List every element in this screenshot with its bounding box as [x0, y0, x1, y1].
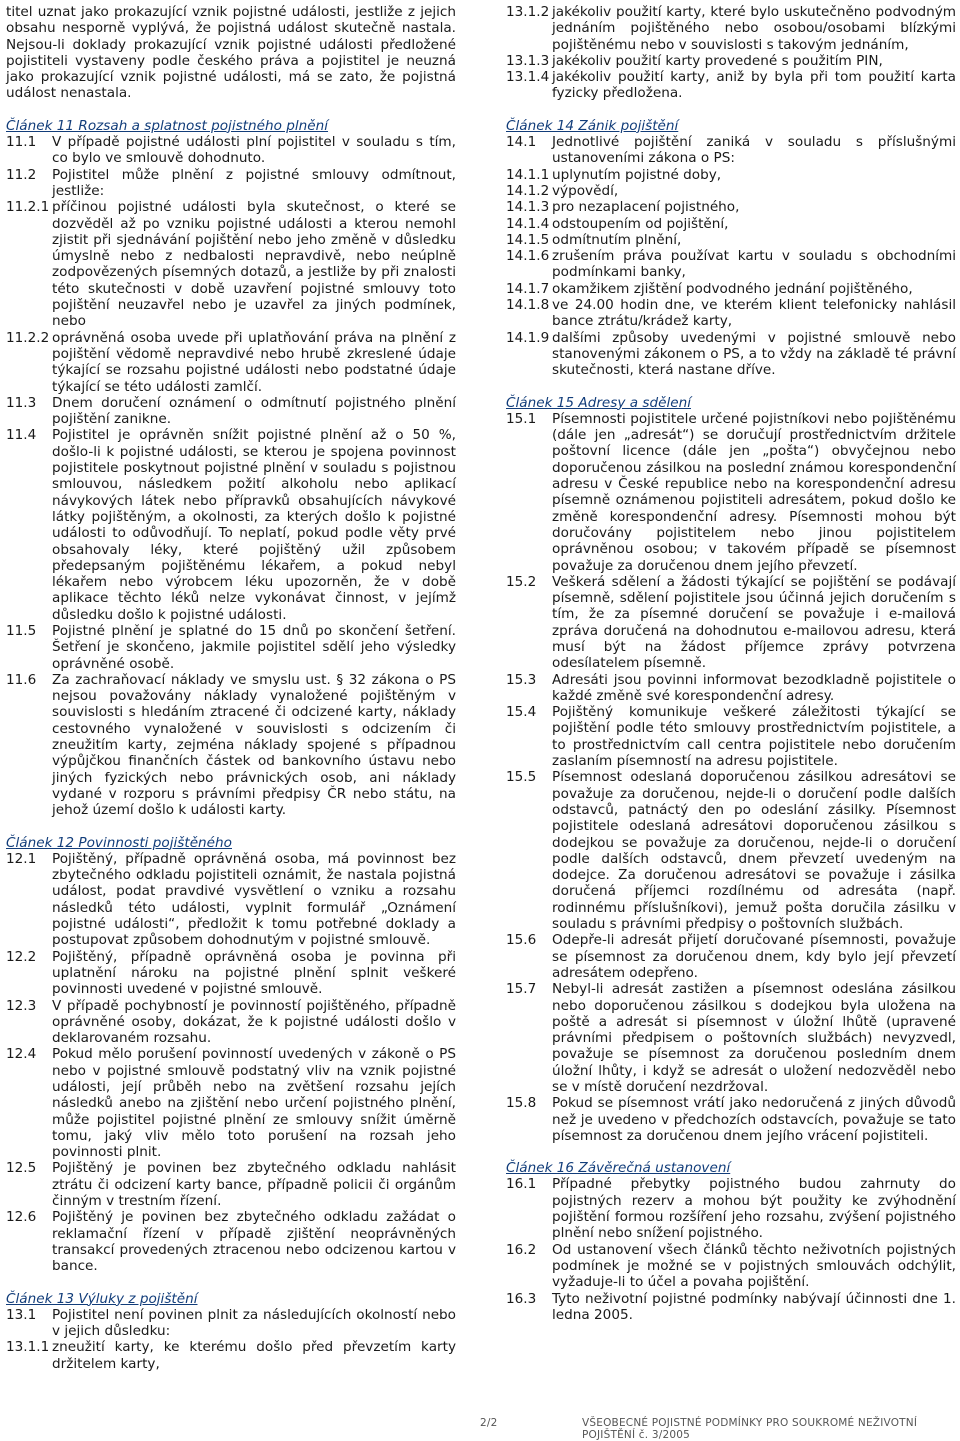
clause-number: 15.6	[506, 932, 537, 949]
clause-text: odmítnutím plnění,	[552, 231, 682, 248]
clause-item	[506, 1176, 956, 1241]
spacer	[506, 102, 956, 118]
clause-number: 11.4	[6, 427, 37, 444]
clause-number: 12.4	[6, 1046, 37, 1063]
clause-item	[6, 395, 456, 428]
clause-item	[506, 1291, 956, 1324]
article-13-continued-list	[506, 4, 956, 102]
right-column	[506, 4, 956, 1323]
clause-text: jakékoliv použití karty, aniž by byla při tom použití karta fyzicky předložena.	[552, 69, 956, 102]
clause-text: ve 24.00 hodin dne, ve kterém klient telefonicky nahlásil bance ztrátu/krádež karty,	[552, 297, 956, 330]
article-16-heading: Článek 16 Závěrečná ustanovení	[506, 1160, 731, 1177]
clause-text: Pokud mělo porušení povinností uvedených v zákoně o PS nebo v pojistné smlouvě podstatný vliv na vznik pojistné události, její průběh nebo na zvětšení rozsahu jejích následků anebo na zjištění nebo určení pojistného plnění, může pojistitel pojistné plnění ze smlouvy snížit úměrně tomu, jaký vliv mělo toto porušení na rozsah jeho povinnosti plnit.	[52, 1046, 456, 1161]
clause-text: Pojistitel není povinen plnit za následujících okolností nebo v jejich důsledku:	[52, 1306, 456, 1340]
clause-item	[6, 1209, 456, 1274]
clause-number: 15.4	[506, 704, 537, 721]
clause-item	[6, 998, 456, 1047]
clause-text: Písemnost odeslaná doporučenou zásilkou adresátovi se považuje za doručenou, nejde-li o doručení podle dalších odstavců, patnáctý den po odeslání zásilky. Písemnost pojistitele odeslaná adresátovi doporučenou zásilkou s dodejkou se považuje za doručenou, nejde-li o doručení podle dalších odstavců, dnem převzetí uvedeným na dodejce. Za doručenou adresátovi se považuje i zásilka doručená příjemci rozdílnému od adresáta (např. rodinnému příslušníkovi), jemuž pošta doručila zásilku v souladu s právními předpisy o poštovních službách.	[552, 769, 956, 933]
article-16-list	[506, 1176, 956, 1323]
clause-item	[6, 1307, 456, 1340]
clause-item	[6, 330, 456, 395]
clause-text: jakékoliv použití karty provedené s použitím PIN,	[552, 52, 883, 69]
clause-item	[506, 4, 956, 53]
article-11-heading: Článek 11 Rozsah a splatnost pojistného plnění	[6, 117, 329, 134]
clause-text: Písemnosti pojistitele určené pojistníkovi nebo pojištěnému (dále jen „adresát“) se doručují prostřednictvím držitele poštovní licence (dále jen „pošta“) obvyčejnou nebo doporučenou zásilkou na poslední známou korespondenční adresu v České republice nebo na korespondenční adresu písemně oznámenou pojistiteli adresátem, pokud došlo ke změně korespondenční adresy. Písemnosti mohou být doručovány pojistitelem nebo jinou pojistitelem oprávněnou osobou; v takovém případě se písemnost považuje za doručenou dnem jejího převzetí.	[552, 410, 956, 574]
spacer	[506, 1144, 956, 1160]
clause-number: 11.3	[6, 394, 37, 411]
clause-text: Adresáti jsou povinni informovat bezodkladně pojistitele o každé změně své korespondenční adresy.	[552, 671, 956, 704]
clause-number: 12.2	[6, 948, 37, 965]
clause-item	[506, 672, 956, 705]
clause-text: zrušením práva používat kartu v souladu s obchodními podmínkami banky,	[552, 248, 956, 281]
clause-text: Pojištěný komunikuje veškeré záležitosti týkající se pojištění podle této smlouvy prostřednictvím pojistitele, a to prostřednictvím call centra pojistitele nebo doručením zaslaním písemností na adresu pojistitele.	[552, 704, 956, 770]
clause-text: Pojistitel je oprávněn snížit pojistné plnění až o 50 %, došlo-li k pojistné události, se kterou je spojena povinnost pojistitele poskytnout pojistné plnění v souladu s pojistnou smlouvou, následkem požití alkoholu nebo aplikací návykových látek nebo přípravků obsahujících návykové látky pojištěným, a okolnosti, za kterých došlo k pojistné události to odůvodňují. To neplatí, pokud podle věty prvé obsahovaly léky, které pojištěný užil způsobem předepsaným pojištěnému lékařem, a pokud nebyl lékařem nebo výrobcem léku upozorněn, že v době aplikace těchto léků nelze vykonávat činnost, v jejímž důsledku došlo k pojistné události.	[52, 427, 456, 623]
clause-number: 13.1.2	[506, 4, 550, 20]
clause-text: odstoupením od pojištění,	[552, 215, 729, 232]
clause-item	[506, 232, 956, 248]
clause-number: 11.1	[6, 134, 37, 151]
clause-item	[506, 297, 956, 330]
clause-text: dalšími způsoby uvedenými v pojistné smlouvě nebo stanovenými zákonem o PS, a to vždy na základě té právní skutečnosti, která nastane dříve.	[552, 329, 956, 379]
intro-paragraph: titel uznat jako prokazující vznik pojistné události, jestliže z jejich obsahu nesporně vyplývá, že pojistná událost skutečně nastala. Nejsou-li doklady prokazující vznik pojistné události předložené pojistiteli vystaveny podle českého práva a pojistitel je neuzná jako prokazující vznik pojistné události, má se zato, že pojistná událost nenastala.	[6, 4, 456, 102]
clause-number: 12.5	[6, 1160, 37, 1177]
page-number: 2/2	[480, 1417, 498, 1429]
spacer	[6, 819, 456, 835]
article-12-list	[6, 851, 456, 1275]
clause-number: 11.2.1	[6, 199, 50, 216]
clause-text: Od ustanovení všech článků těchto neživotních pojistných podmínek je možné se v pojistných smlouvách odchýlit, vyžaduje-li to účel a povaha pojištění.	[552, 1241, 956, 1291]
clause-number: 14.1.6	[506, 248, 550, 265]
clause-item	[506, 330, 956, 379]
clause-number: 15.2	[506, 573, 537, 590]
clause-number: 14.1	[506, 134, 537, 151]
clause-text: pro nezaplacení pojistného,	[552, 199, 740, 216]
clause-number: 13.1	[6, 1306, 37, 1323]
spacer	[6, 1275, 456, 1291]
clause-number: 11.2	[6, 166, 37, 183]
clause-number: 15.8	[506, 1095, 537, 1112]
clause-number: 12.1	[6, 850, 37, 867]
clause-item	[506, 574, 956, 672]
clause-number: 11.5	[6, 622, 37, 639]
clause-number: 12.6	[6, 1209, 37, 1226]
clause-number: 14.1.2	[506, 182, 550, 199]
clause-text: Jednotlivé pojištění zaniká v souladu s příslušnými ustanoveními zákona o PS:	[552, 134, 956, 167]
clause-number: 14.1.3	[506, 199, 550, 216]
clause-item	[506, 411, 956, 574]
clause-item	[506, 199, 956, 215]
clause-number: 13.1.3	[506, 52, 550, 69]
clause-number: 14.1.1	[506, 166, 550, 183]
clause-text: Dnem doručení oznámení o odmítnutí pojistného plnění pojištění zanikne.	[52, 394, 456, 428]
clause-item	[6, 949, 456, 998]
clause-text: Za zachraňovací náklady ve smyslu ust. § 32 zákona o PS nejsou považovány náklady vynaložené pojištěným v souvislosti s hledáním ztracené či odcizené karty, náklady cestovného vynaložené v souvislosti s odcizením či zneužitím karty, zejména náklady spojené s případnou výpůjčkou finančních částek od bankovního ústavu nebo jiných fyzických nebo právnických osob, ani náklady vydané v rozporu s právními předpisy ČR nebo státu, na jehož území došlo k události karty.	[52, 671, 456, 819]
clause-number: 15.7	[506, 981, 537, 998]
clause-item	[6, 199, 456, 329]
clause-item	[6, 134, 456, 167]
clause-number: 16.3	[506, 1290, 537, 1307]
clause-item	[506, 167, 956, 183]
clause-number: 16.2	[506, 1241, 537, 1258]
article-14-heading: Článek 14 Zánik pojištění	[506, 117, 679, 134]
clause-number: 14.1.5	[506, 231, 550, 248]
clause-number: 12.3	[6, 997, 37, 1014]
clause-item	[6, 623, 456, 672]
clause-item	[6, 1160, 456, 1209]
clause-text: Případné přebytky pojistného budou zahrnuty do pojistných rezerv a mohou být použity ke zvýhodnění pojištění formou rozšíření jeho rozsahu, zvýšení pojistného plnění nebo snížení pojistného.	[552, 1176, 956, 1242]
clause-text: Pojištěný je povinen bez zbytečného odkladu zažádat o reklamační řízení v případě zjištění neoprávněných transakcí provedených ztracenou nebo odcizenou kartou v bance.	[52, 1209, 456, 1275]
clause-item	[506, 769, 956, 932]
clause-item	[506, 183, 956, 199]
clause-number: 14.1.8	[506, 297, 550, 314]
clause-item	[6, 1046, 456, 1160]
clause-item	[506, 1242, 956, 1291]
clause-number: 13.1.4	[506, 69, 550, 86]
clause-item	[506, 981, 956, 1095]
clause-text: oprávněná osoba uvede při uplatňování práva na plnění z pojištění vědomě nepravdivé nebo hrubě zkreslené údaje týkající se rozsahu pojistné události nebo podstatné údaje týkající se této události zamlčí.	[52, 329, 456, 395]
clause-text: Tyto neživotní pojistné podmínky nabývají účinnosti dne 1. ledna 2005.	[552, 1290, 956, 1323]
clause-text: výpovědí,	[552, 182, 619, 199]
clause-number: 13.1.1	[6, 1339, 50, 1356]
clause-text: Odepře-li adresát přijetí doručované písemnosti, považuje se písemnost za doručenou dnem, kdy bylo její převzetí adresátem odepřeno.	[552, 932, 956, 981]
clause-text: Veškerá sdělení a žádosti týkající se pojištění se podávají písemně, sdělení pojistitele jsou účinná jejich doručením s tím, že za písemné doručení se považuje i e-mailová zpráva doručená na dohodnutou e-mailovou adresu, která musí být na žádost příjemce zprávy potvrzena odesílatelem písemně.	[552, 573, 956, 672]
clause-item	[506, 134, 956, 167]
article-11-list	[6, 134, 456, 818]
clause-number: 15.1	[506, 410, 537, 427]
spacer	[506, 379, 956, 395]
clause-item	[506, 281, 956, 297]
clause-item	[6, 672, 456, 819]
clause-item	[6, 167, 456, 200]
clause-item	[506, 53, 956, 69]
clause-text: uplynutím pojistné doby,	[552, 166, 722, 183]
clause-number: 16.1	[506, 1176, 537, 1193]
spacer	[6, 102, 456, 118]
clause-item	[506, 248, 956, 281]
clause-item	[506, 1095, 956, 1144]
clause-number: 14.1.4	[506, 215, 550, 232]
clause-number: 14.1.9	[506, 329, 550, 346]
clause-text: zneužití karty, ke kterému došlo před převzetím karty držitelem karty,	[52, 1339, 456, 1372]
clause-item	[506, 216, 956, 232]
clause-text: okamžikem zjištění podvodného jednání pojištěného,	[552, 280, 913, 297]
clause-item	[506, 932, 956, 981]
clause-text: Pojištěný, případně oprávněná osoba je povinna při uplatnění nároku na pojistné plnění splnit veškeré povinnosti uvedené v pojistné smlouvě.	[52, 948, 456, 998]
article-15-list	[506, 411, 956, 1144]
article-14-list	[506, 134, 956, 378]
clause-item	[6, 1339, 456, 1372]
clause-item	[6, 427, 456, 623]
clause-item	[6, 851, 456, 949]
clause-text: Pojistné plnění je splatné do 15 dnů po skončení šetření. Šetření je skončeno, jakmile pojistitel sdělí jeho výsledky oprávněné osobě.	[52, 622, 456, 672]
left-column	[6, 4, 456, 1372]
clause-text: Pojistitel může plnění z pojistné smlouvy odmítnout, jestliže:	[52, 166, 456, 199]
clause-text: Nebyl-li adresát zastižen a písemnost odeslána zásilkou nebo doporučenou zásilkou s dodejkou byla uložena na poště a adresát si písemnost v úložní lhůtě (upravené právními předpisem o poštovních službách) nevyzvedl, považuje se písemnost za doručenou posledním dnem úložní lhůty, i když se adresát o uložení nedozvěděl nebo se v místě doručení nezdržoval.	[552, 981, 956, 1095]
clause-number: 11.6	[6, 671, 37, 688]
clause-text: Pokud se písemnost vrátí jako nedoručená z jiných důvodů než je uvedeno v předchozích odstavcích, považuje se tato písemnost za doručenou dnem jejího vrácení pojistiteli.	[552, 1095, 956, 1144]
clause-text: příčinou pojistné události byla skutečnost, o které se dozvěděl až po vzniku pojistné události a kterou nemohl zjistit při sjednávání pojištění nebo jeho změně v důsledku úmyslně nebo z nedbalosti nepravdivě, nebo neúplně zodpovězených písemných dotazů, a jestliže by při znalosti této skutečnosti v době uzavření pojistné smlouvy toto pojištění neuzavřel nebo je uzavřel za jiných podmínek, nebo	[52, 199, 456, 330]
article-15-heading: Článek 15 Adresy a sdělení	[506, 394, 691, 411]
clause-number: 15.5	[506, 769, 537, 786]
clause-number: 14.1.7	[506, 280, 550, 297]
clause-item	[506, 69, 956, 102]
article-13-list	[6, 1307, 456, 1372]
clause-text: V případě pochybností je povinností pojištěného, případně oprávněné osoby, dokázat, že k pojistné události došlo v deklarovaném rozsahu.	[52, 997, 456, 1047]
document-title: VŠEOBECNÉ POJISTNÉ PODMÍNKY PRO SOUKROMÉ NEŽIVOTNÍ POJIŠTĚNÍ č. 3/2005	[582, 1417, 918, 1441]
clause-text: Pojištěný, případně oprávněná osoba, má povinnost bez zbytečného odkladu pojistiteli oznámit, že nastala pojistná událost, podat pravdivé vysvětlení o vzniku a rozsahu následků této události, vyplnit formulář „Oznámení pojistné události“, předložit k tomu potřebné doklady a postupovat způsobem dohodnutým v pojistné smlouvě.	[52, 850, 456, 949]
clause-item	[506, 704, 956, 769]
article-12-heading: Článek 12 Povinnosti pojištěného	[6, 834, 232, 851]
article-13-heading: Článek 13 Výluky z pojištění	[6, 1290, 198, 1307]
clause-text: jakékoliv použití karty, které bylo uskutečněno podvodným jednáním pojištěného nebo osobou/osobami blízkými pojištěnému nebo v souvislosti s takovým jednáním,	[552, 4, 956, 53]
clause-number: 11.2.2	[6, 329, 50, 346]
clause-text: Pojištěný je povinen bez zbytečného odkladu nahlásit ztrátu či odcizení karty bance, případně policii či orgánům činným v trestním řízení.	[52, 1160, 456, 1210]
clause-number: 15.3	[506, 671, 537, 688]
clause-text: V případě pojistné události plní pojistitel v souladu s tím, co bylo ve smlouvě dohodnuto.	[52, 134, 456, 167]
